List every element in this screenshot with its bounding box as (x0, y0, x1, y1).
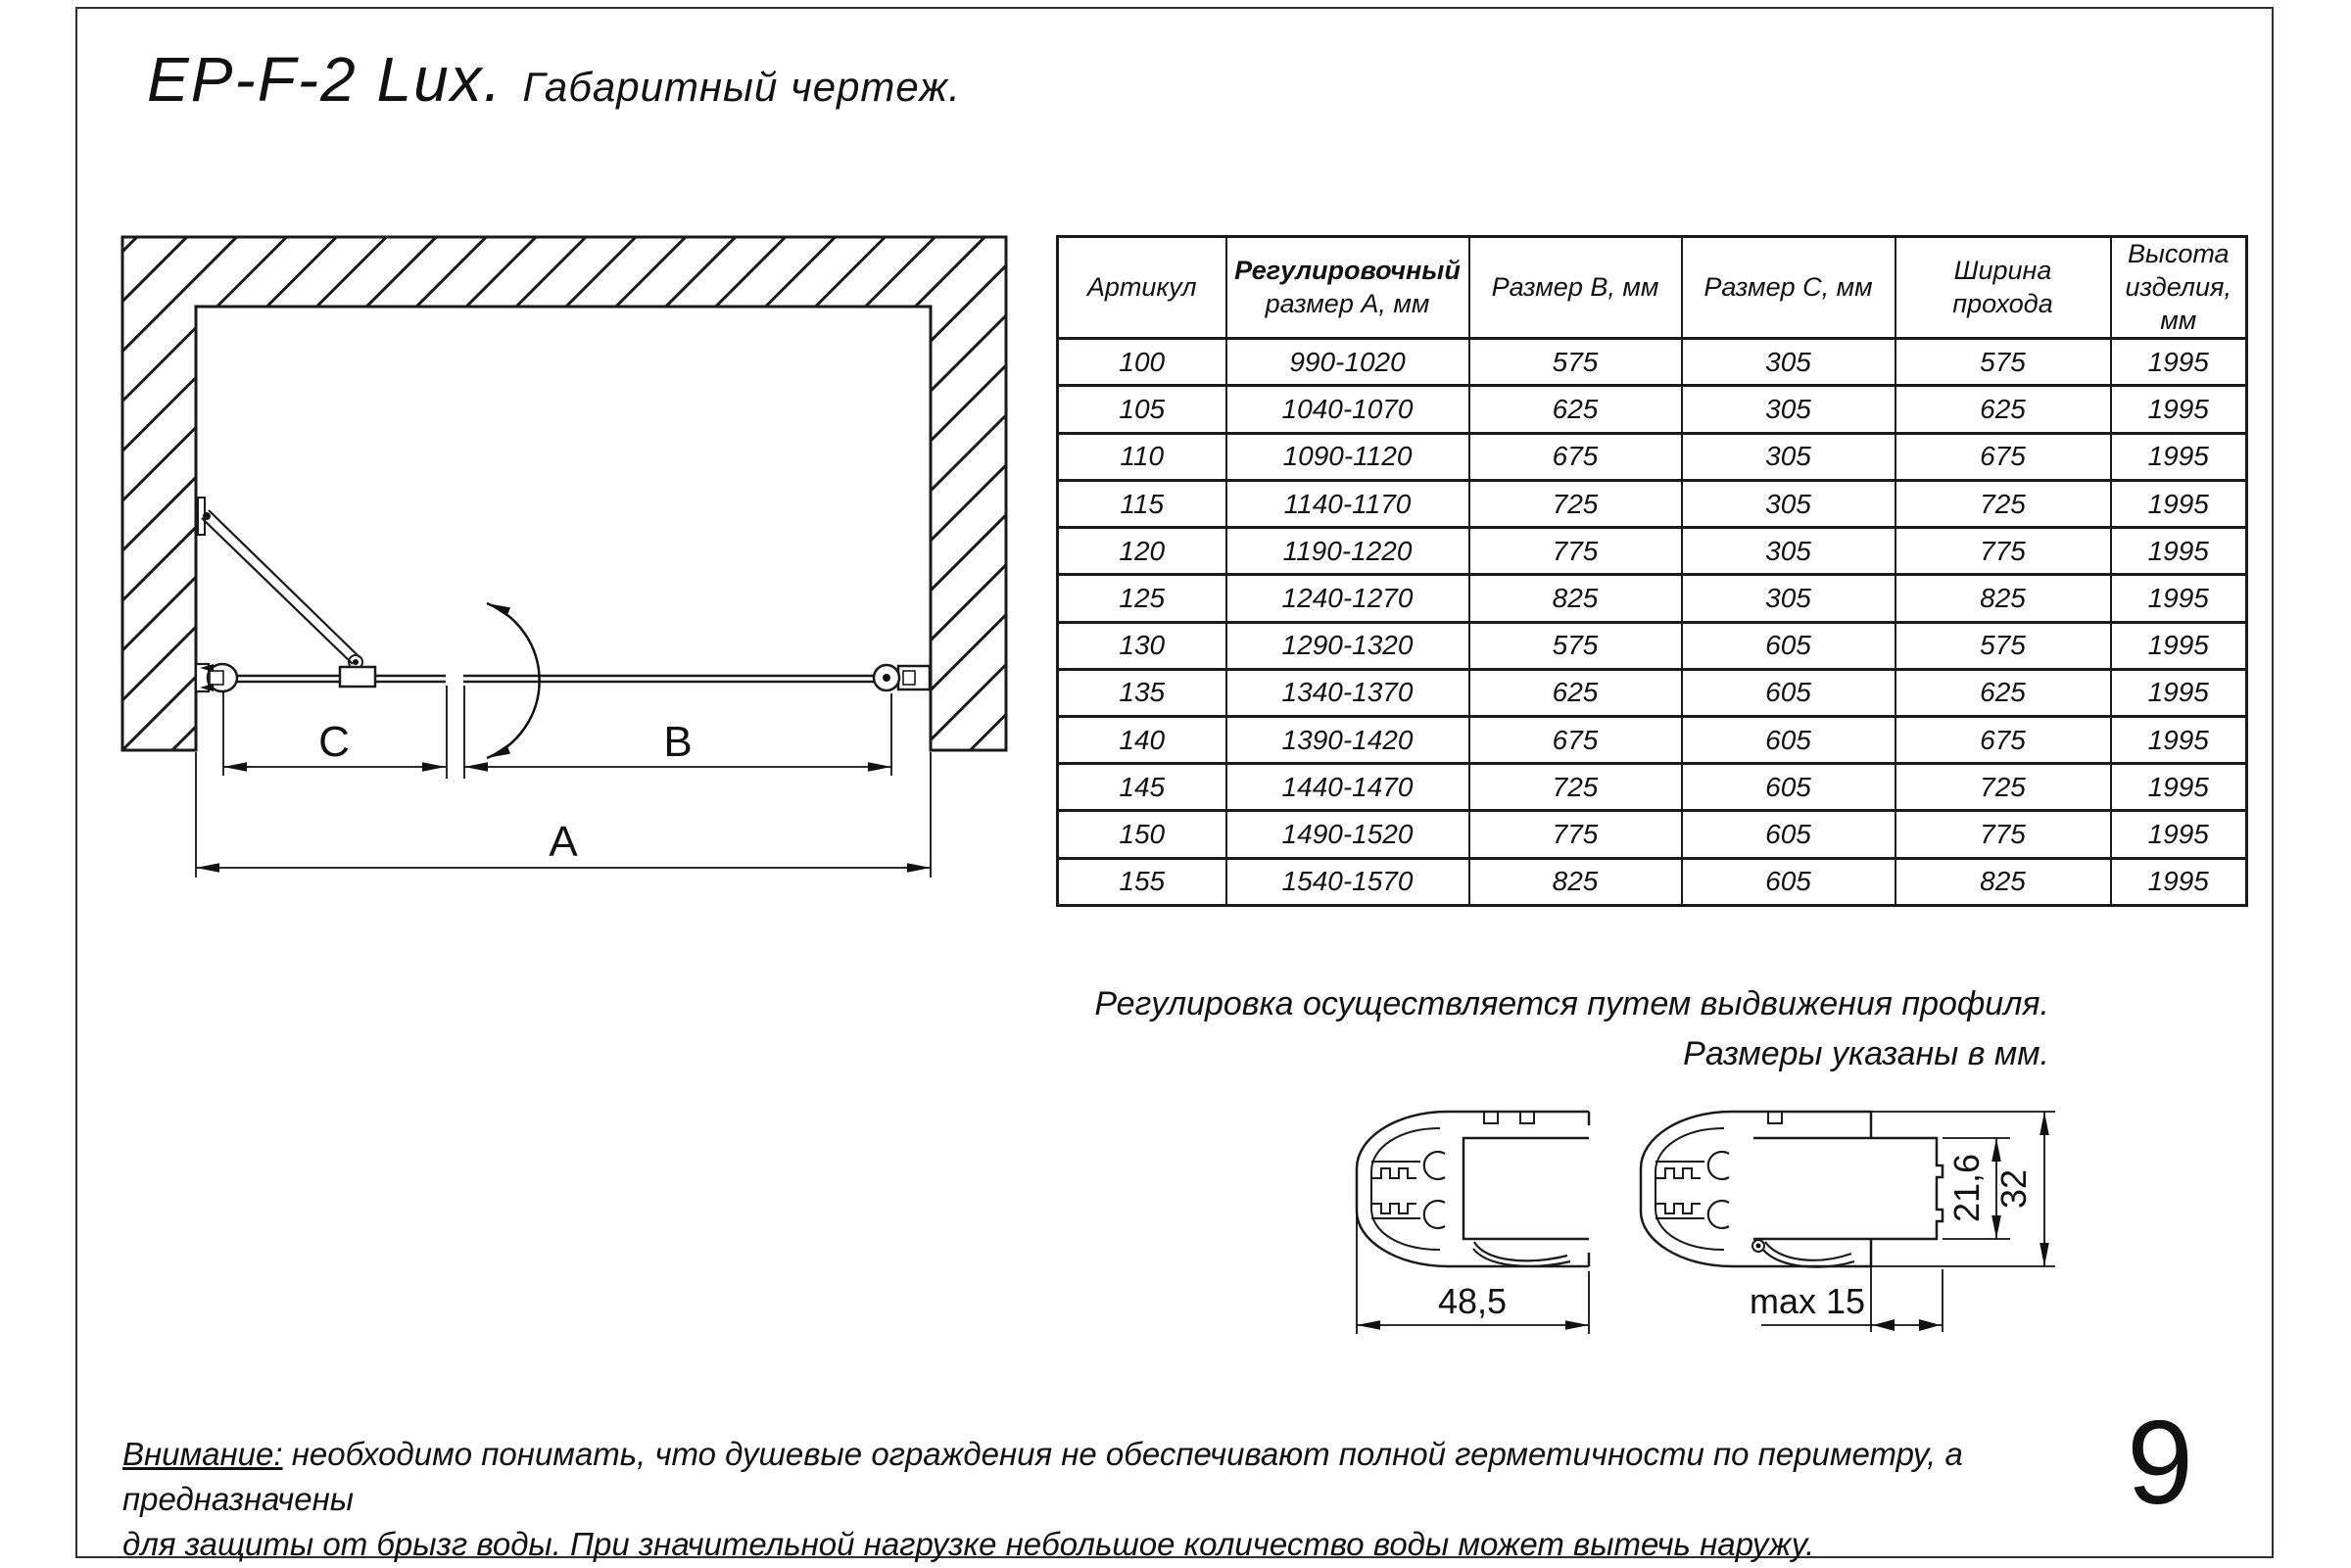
table-cell: 105 (1058, 386, 1226, 433)
table-row (1058, 622, 2247, 669)
table-row (1058, 669, 2247, 716)
table-cell: 625 (1895, 669, 2111, 716)
table-cell: 605 (1682, 811, 1895, 858)
table-cell: 825 (1895, 575, 2111, 622)
table-cell: 1995 (2111, 811, 2247, 858)
table-row (1058, 764, 2247, 811)
table-cell: 1995 (2111, 669, 2247, 716)
table-row (1058, 386, 2247, 433)
table-body (1058, 339, 2247, 906)
table-cell: 1440-1470 (1226, 764, 1469, 811)
table-cell: 1290-1320 (1226, 622, 1469, 669)
table-cell: 775 (1469, 811, 1682, 858)
table-cell: 625 (1469, 386, 1682, 433)
table-cell: 115 (1058, 480, 1226, 527)
door-panel-glass (463, 676, 882, 682)
table-row (1058, 339, 2247, 386)
col-header-height: Высота изделия, мм (2111, 237, 2247, 339)
table-cell: 825 (1895, 858, 2111, 905)
table-cell: 775 (1469, 528, 1682, 575)
title-subtitle: Габаритный чертеж. (522, 64, 961, 110)
warning-line-1: Внимание: необходимо понимать, что душевые ограждения не обеспечивают полной герметичности по периметру, а предназначены (122, 1436, 1963, 1518)
table-cell: 1040-1070 (1226, 386, 1469, 433)
table-cell: 150 (1058, 811, 1226, 858)
col-header-size-b: Размер В, мм (1469, 237, 1682, 339)
profile-height-dim: 32 (1993, 1168, 2034, 1210)
note-line-1: Регулировка осуществляется путем выдвижения профиля. (1094, 985, 2049, 1022)
table-cell: 1995 (2111, 622, 2247, 669)
table-cell: 725 (1895, 764, 2111, 811)
table-cell: 1490-1520 (1226, 811, 1469, 858)
table-cell: 305 (1682, 433, 1895, 480)
dim-label-a: A (549, 818, 578, 866)
table-cell: 120 (1058, 528, 1226, 575)
table-cell: 125 (1058, 575, 1226, 622)
support-bracket (340, 667, 375, 687)
page-number: 9 (2127, 1396, 2193, 1529)
table-cell: 990-1020 (1226, 339, 1469, 386)
table-row (1058, 858, 2247, 905)
table-cell: 1240-1270 (1226, 575, 1469, 622)
table-header-row (1058, 237, 2247, 339)
adjustment-notes (1094, 979, 2049, 1079)
dim-label-b: B (663, 718, 693, 766)
table-cell: 605 (1682, 858, 1895, 905)
table-cell: 1995 (2111, 858, 2247, 905)
size-spec-table (1056, 235, 2248, 907)
col-header-size-a: Регулировочный размер А, мм (1226, 237, 1469, 339)
table-cell: 725 (1469, 764, 1682, 811)
table-cell: 825 (1469, 575, 1682, 622)
table-cell: 575 (1895, 339, 2111, 386)
table-row (1058, 811, 2247, 858)
table-cell: 305 (1682, 575, 1895, 622)
table-cell: 305 (1682, 339, 1895, 386)
left-wall-profile (196, 664, 237, 691)
table-cell: 825 (1469, 858, 1682, 905)
profile-adjust-dim: max 15 (1749, 1281, 1866, 1321)
warning-label: Внимание: (122, 1436, 283, 1472)
table-row (1058, 433, 2247, 480)
table-row (1058, 575, 2247, 622)
table-cell: 1140-1170 (1226, 480, 1469, 527)
table-row (1058, 480, 2247, 527)
profile-width-dim: 48,5 (1437, 1281, 1508, 1321)
table-cell: 305 (1682, 386, 1895, 433)
table-cell: 575 (1469, 622, 1682, 669)
table-cell: 625 (1469, 669, 1682, 716)
table-cell: 1995 (2111, 764, 2247, 811)
table-cell: 1090-1120 (1226, 433, 1469, 480)
table-row (1058, 528, 2247, 575)
table-cell: 145 (1058, 764, 1226, 811)
warning-text (122, 1432, 2111, 1568)
table-cell: 675 (1895, 433, 2111, 480)
table-cell: 305 (1682, 528, 1895, 575)
profile-section-left (1357, 1112, 1589, 1266)
warning-line-2: для защиты от брызг воды. При значительной нагрузке небольшое количество воды может вытечь наружу. (122, 1526, 1815, 1563)
table-cell: 1995 (2111, 528, 2247, 575)
table-row (1058, 717, 2247, 764)
table-cell: 135 (1058, 669, 1226, 716)
dim-label-c: C (318, 718, 350, 766)
table-cell: 775 (1895, 528, 2111, 575)
table-cell: 725 (1895, 480, 2111, 527)
col-header-article: Артикул (1058, 237, 1226, 339)
table-cell: 675 (1895, 717, 2111, 764)
table-cell: 1540-1570 (1226, 858, 1469, 905)
table-cell: 110 (1058, 433, 1226, 480)
table-cell: 575 (1469, 339, 1682, 386)
note-line-2: Размеры указаны в мм. (1683, 1035, 2049, 1072)
profile-section-right (1641, 1112, 1943, 1267)
table-cell: 100 (1058, 339, 1226, 386)
table-cell: 140 (1058, 717, 1226, 764)
table-cell: 1390-1420 (1226, 717, 1469, 764)
right-hinge-profile (874, 665, 930, 690)
table-cell: 605 (1682, 717, 1895, 764)
table-cell: 305 (1682, 480, 1895, 527)
col-header-size-c: Размер С, мм (1682, 237, 1895, 339)
table-cell: 1995 (2111, 480, 2247, 527)
table-cell: 675 (1469, 717, 1682, 764)
table-cell: 575 (1895, 622, 2111, 669)
table-cell: 130 (1058, 622, 1226, 669)
table-cell: 675 (1469, 433, 1682, 480)
table-cell: 605 (1682, 764, 1895, 811)
table-cell: 1995 (2111, 575, 2247, 622)
support-bar (198, 498, 375, 687)
model-name: EP-F-2 Lux. (147, 44, 504, 115)
table-cell: 155 (1058, 858, 1226, 905)
table-cell: 725 (1469, 480, 1682, 527)
table-cell: 1995 (2111, 339, 2247, 386)
col-header-pass-width: Ширина прохода (1895, 237, 2111, 339)
table-cell: 1995 (2111, 386, 2247, 433)
table-cell: 605 (1682, 669, 1895, 716)
table-cell: 625 (1895, 386, 2111, 433)
table-cell: 1995 (2111, 433, 2247, 480)
table-cell: 1190-1220 (1226, 528, 1469, 575)
profile-glass-dim: 21,6 (1946, 1153, 1987, 1223)
table-cell: 1995 (2111, 717, 2247, 764)
table-cell: 605 (1682, 622, 1895, 669)
glass-panels (233, 676, 882, 682)
table-cell: 1340-1370 (1226, 669, 1469, 716)
table-cell: 775 (1895, 811, 2111, 858)
